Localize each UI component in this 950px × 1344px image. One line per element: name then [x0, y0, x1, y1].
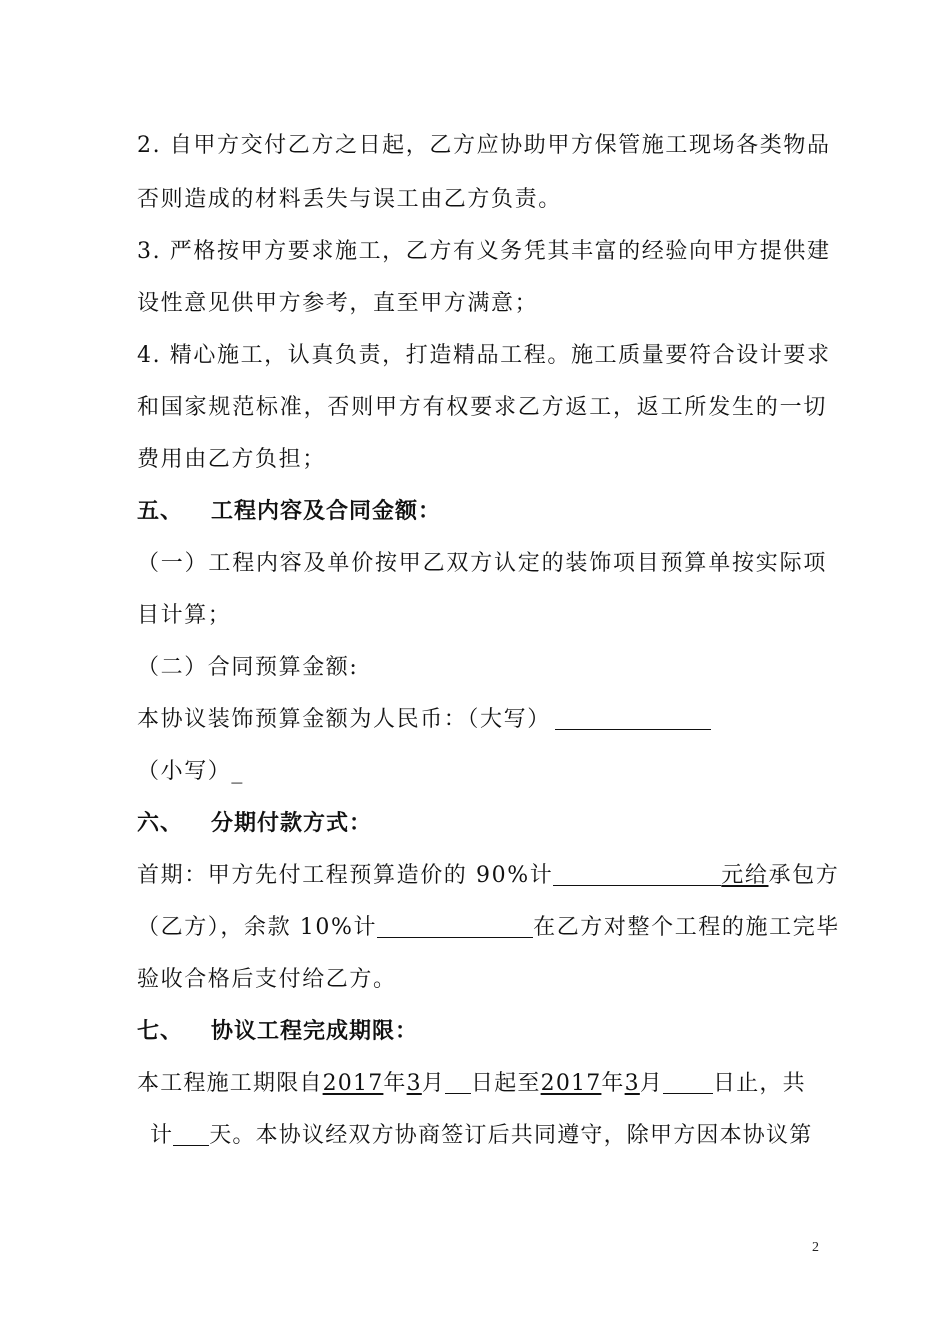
payment-balance-suffix: 在乙方对整个工程的施工完毕 [533, 915, 840, 940]
amount-uppercase-line [137, 702, 827, 738]
clause-3-line-2: 设性意见供甲方参考，直至甲方满意； [137, 291, 539, 316]
amount-uppercase-blank[interactable] [555, 705, 711, 730]
amount-lowercase-line: （小写）_ [137, 759, 245, 784]
payment-first-blank[interactable] [553, 861, 721, 886]
section-5-number: 五、 [137, 499, 184, 524]
section-6-title: 分期付款方式： [211, 811, 373, 836]
schedule-month-label-2: 月 [639, 1071, 664, 1096]
schedule-text-3: 日止，共 [713, 1071, 806, 1096]
start-year: 2017 [322, 1071, 384, 1096]
section-5-title: 工程内容及合同金额： [211, 499, 442, 524]
section-5-item-2: （二）合同预算金额: [137, 655, 359, 680]
section-5-item-1-line-1: （一）工程内容及单价按甲乙双方认定的装饰项目预算单按实际项 [137, 551, 827, 576]
clause-4-line-2: 和国家规范标准，否则甲方有权要求乙方返工，返工所发生的一切 [137, 395, 827, 420]
end-month: 3 [624, 1071, 640, 1096]
section-6-number: 六、 [137, 811, 184, 836]
start-day-blank[interactable] [445, 1069, 471, 1094]
clause-4-line-3: 费用由乙方负担； [137, 447, 326, 472]
clause-2-line-2: 否则造成的材料丢失与误工由乙方负责。 [137, 187, 562, 212]
section-7-heading [137, 1014, 827, 1050]
clause-2-line-1: 2. 自甲方交付乙方之日起，乙方应协助甲方保管施工现场各类物品 [137, 133, 831, 158]
payment-balance-line [137, 910, 840, 946]
page-number: 2 [812, 1240, 819, 1255]
section-7-title: 协议工程完成期限： [211, 1019, 419, 1044]
section-5-heading [137, 494, 827, 530]
end-year: 2017 [540, 1071, 602, 1096]
payment-first-prefix: 首期：甲方先付工程预算造价的 90%计 [137, 863, 554, 888]
schedule-year-label-1: 年 [383, 1071, 407, 1096]
payment-first-suffix: 承包方 [768, 863, 840, 888]
schedule-line-2 [150, 1118, 827, 1154]
section-7-number: 七、 [137, 1019, 184, 1044]
amount-uppercase-label: 本协议装饰预算金额为人民币：（大写） [137, 707, 551, 732]
schedule-text-1: 本工程施工期限自 [137, 1071, 323, 1096]
section-5-item-1-line-2: 目计算； [137, 603, 232, 628]
schedule-line-1 [137, 1066, 827, 1102]
payment-final-line: 验收合格后支付给乙方。 [137, 967, 397, 992]
schedule-total-label: 计 [150, 1123, 174, 1148]
payment-balance-prefix: （乙方），余款 10%计 [137, 915, 378, 940]
payment-balance-blank[interactable] [377, 913, 533, 938]
schedule-year-label-2: 年 [601, 1071, 625, 1096]
section-6-heading [137, 806, 827, 842]
clause-3-line-1: 3. 严格按甲方要求施工，乙方有义务凭其丰富的经验向甲方提供建 [137, 239, 831, 264]
schedule-month-label-1: 月 [421, 1071, 446, 1096]
start-month: 3 [406, 1071, 422, 1096]
total-days-blank[interactable] [173, 1121, 209, 1146]
payment-first-line [137, 858, 840, 894]
payment-first-unit: 元给 [721, 863, 769, 888]
schedule-text-4: 天。本协议经双方协商签订后共同遵守，除甲方因本协议第 [209, 1123, 813, 1148]
clause-4-line-1: 4. 精心施工，认真负责，打造精品工程。施工质量要符合设计要求 [137, 343, 831, 368]
end-day-blank[interactable] [663, 1069, 713, 1094]
schedule-text-2: 日起至 [471, 1071, 541, 1096]
